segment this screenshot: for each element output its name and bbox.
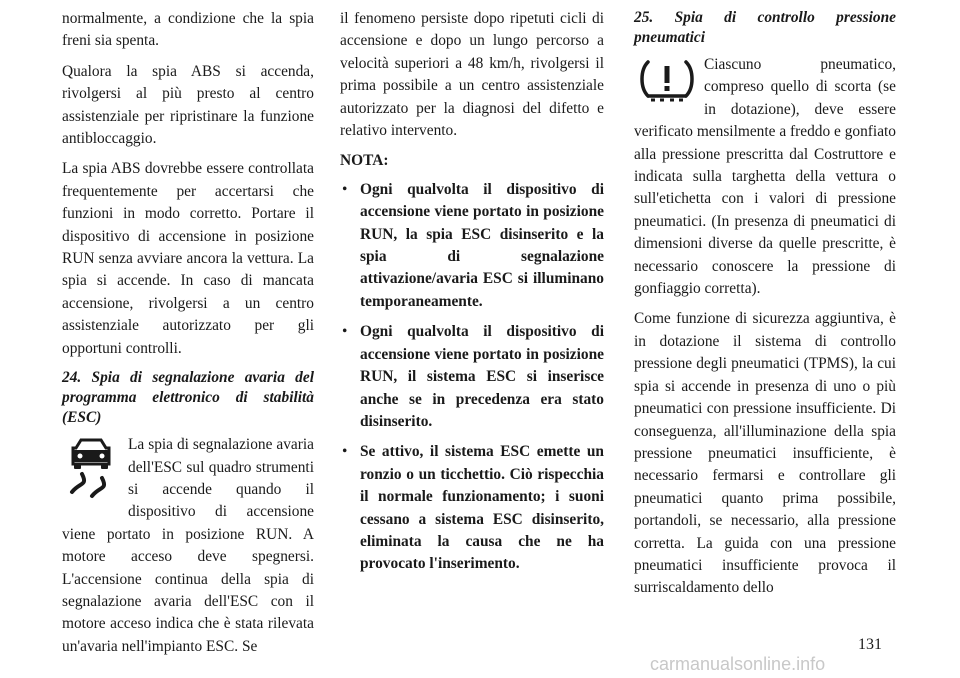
tpms-warning-icon [634, 54, 700, 106]
column-left [62, 8, 314, 666]
list-item: • Ogni qualvolta il dispositivo di accensione viene portato in posizione RUN, il sistema ESC si inserisce anche se in precedenza era stato disinserito. [342, 323, 604, 430]
paragraph: La spia ABS dovrebbe essere controllata frequentemente per accertarsi che funzioni in modo corretto. Portare il dispositivo di accensione in posizione RUN senza avviare ancora la vettura. La spia si accende. In caso di mancata accensione, rivolgersi a un centro assistenziale autorizzato per gli opportuni controlli. [62, 160, 314, 357]
bullet-icon: • [342, 180, 348, 198]
esc-skid-car-icon [62, 434, 124, 506]
bullet-icon: • [342, 323, 348, 341]
paragraph-tpms: Ciascuno pneumatico, compreso quello di scorta (se in dotazione), deve essere verificato mensilmente a freddo e gonfiato alla pressione prescritta dal Costruttore e indicata sulla targhetta della vettura o sull'etichetta con i valori di pressione pneumatici. (In presenza di pneumatici di dimensioni diverse da quelle prescritte, è necessario conoscere la pressione di gonfiaggio corretta). [634, 56, 896, 298]
section-heading-tpms: 25. Spia di controllo pressione pneumatici [634, 9, 896, 46]
paragraph: normalmente, a condizione che la spia freni sia spenta. [62, 10, 314, 50]
watermark: carmanualsonline.info [650, 654, 826, 674]
page-number: 131 [858, 636, 882, 653]
note-label: NOTA: [340, 152, 389, 170]
list-item: • Se attivo, il sistema ESC emette un ronzio o un ticchettio. Ciò rispecchia il normale funzionamento; i suoni cessano a sistema ESC disinserito, eliminata la causa che ne ha provocato l'inserimento. [342, 443, 604, 573]
bullet-icon: • [342, 443, 348, 461]
paragraph: Come funzione di sicurezza aggiuntiva, è in dotazione il sistema di controllo pressione degli pneumatici (TPMS), la cui spia si accende in presenza di uno o più pneumatici con pressione insufficiente. Di conseguenza, all'illuminazione della spia pressione pneumatici insufficiente, è necessario fermarsi e controllare gli pneumatici quanto prima possibile, portandoli, se necessario, alla pressione corretta. La guida con una pressione pneumatici insufficiente provoca il surriscaldamento dello [634, 310, 896, 597]
section-heading-esc: 24. Spia di segnalazione avaria del programma elettronico di stabilità (ESC) [62, 369, 314, 427]
paragraph: Qualora la spia ABS si accenda, rivolgersi al più presto al centro assistenziale per ripristinare la funzione antibloccaggio. [62, 62, 314, 148]
column-right [634, 8, 896, 608]
note-list [340, 179, 604, 576]
paragraph-esc: La spia di segnalazione avaria dell'ESC sul quadro strumenti si accende quando il dispositivo di accensione viene portato in posizione RUN. A motore acceso deve spegnersi. L'accensione continua della spia di segnalazione avaria dell'ESC con il motore acceso indica che è stata rilevata un'avaria nell'impianto ESC. Se [62, 436, 314, 655]
list-item: • Ogni qualvolta il dispositivo di accensione viene portato in posizione RUN, la spia ESC disinserito e la spia di segnalazione attivazione/avaria ESC si illuminano temporaneamente. [342, 180, 604, 310]
column-middle [340, 8, 604, 584]
paragraph: il fenomeno persiste dopo ripetuti cicli di accensione e dopo un lungo percorso a velocità superiori a 48 km/h, rivolgersi il prima possibile a un centro assistenziale autorizzato per la diagnosi del difetto e relativo intervento. [340, 10, 604, 140]
